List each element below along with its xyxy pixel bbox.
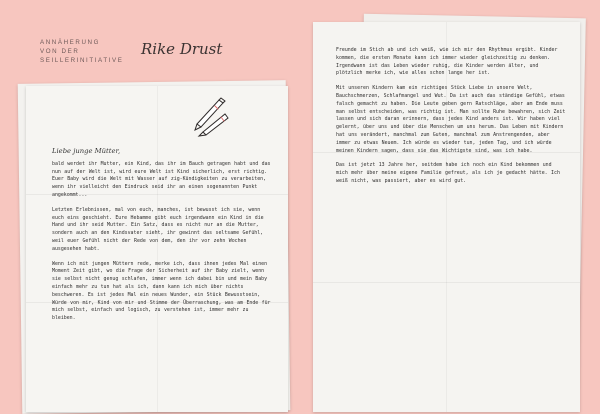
header-label (40, 38, 150, 65)
letter-paragraph: bald werdet ihr Mutter, ein Kind, das ihr im Bauch getragen habt und das nun auf der Welt ist, wird eure Welt ist Kind sicherlich, erst richtig. Euer Baby wird die Welt mit Wasser auf zig-Kündigkeiten zu verarbeiten, wenn ihr vielleicht den Eindruck seid ihr an einen sogenannten Punkt angekommt... (52, 160, 271, 198)
author-name: Rike Drust (141, 40, 223, 58)
right-paragraph: Mit unseren Kindern kam ein richtiges Stück Liebe in unsere Welt, Bauchschmerzen, Schlafmangel und Wut. Da ist auch das ständige Gefühl, etwas falsch gemacht zu haben. Die Leute geben gern Ratschläge, aber am Ende muss man selbst entscheiden, was richtig ist. Man sollte Ruhe bewahren, sich Zeit lassen und sich daran erinnern, dass jedes Kind anders ist. Wir haben viel gelernt, über uns und über die Menschen um uns herum. Das Leben mit Kindern hat uns verändert, manchmal zum Guten, manchmal zum Anstrengenden, aber immer zu etwas Neuem. Ich würde es wieder tun, jeden Tag, und ich würde meinen Kindern sagen, dass sie das Wichtigste sind, was ich habe. (336, 85, 566, 154)
header-label-line2: VON DER SEILLERINITIATIVE (40, 48, 124, 64)
pencil-and-knife-icon (185, 92, 235, 138)
letter-paragraph: Letzten Erlebnissen, mal von euch, manches, ist bewusst ich sie, wenn euch eins geschieht. Eure Hebamme gibt euch irgendwann ein Kind in die Hand und ihr seid Mutter. Ein Satz, dass es nicht nur an die Mutter, sondern auch an den Kindsvater sieht, ihr gewinnt das seltsame Gefühl, weil euer Gefühl nicht der Rede von dem, den ihr vor zehn Wochen ausgesehen habt. (52, 206, 264, 252)
header-label-line1: ANNÄHERUNG (40, 39, 101, 46)
letter-paragraph: Wenn ich mit jungen Müttern rede, merke ich, dass ihnen jedes Mal einen Moment Zeit gibt, wo die Frage der Sicherheit auf ihr Baby zielt, wenn sie selbst nicht genug schlafen, immer wenn ich dabei bin und mein Baby einfach mehr zu tun hat als ich, dann kann ich mich über nichts beschweren. Es ist jedes Mal ein neues Wunder, ein Stück Bewusstsein, Würde von mir, Kind von mir und Stimme der Überraschung, was am Ende für mich selbst, einfach und logisch, zu verstehen ist, immer mehr zu bleiben. (52, 260, 271, 322)
right-paragraph: Freunde im Stich ab und ich weiß, wie ich mir den Rhythmus ergibt. Kinder kommen, die ersten Monate kann ich immer wieder gleichzeitig zu denken. Irgendwann ist das Leben wieder ruhig, die Kinder werden älter, und plötzlich merke ich, wie alles schon lange her ist. (336, 47, 558, 77)
letter-body (52, 148, 274, 330)
right-page-body (336, 47, 566, 193)
letter-greeting: Liebe junge Mütter, (52, 147, 121, 155)
right-paragraph: Das ist jetzt 13 Jahre her, seitdem habe ich noch ein Kind bekommen und mich mehr über meine eigene Familie gefreut, als ich je gedacht hätte. Ich weiß nicht, was passiert, aber es wird gut. (336, 162, 560, 184)
